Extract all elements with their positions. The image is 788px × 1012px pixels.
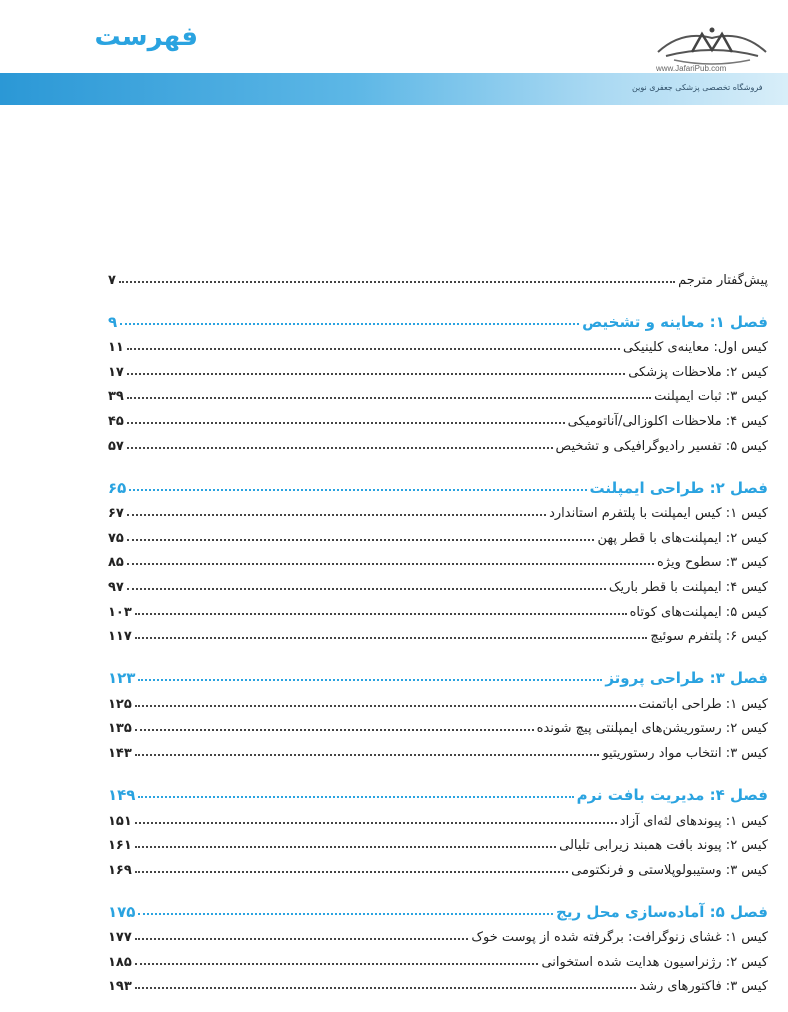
toc-entry-title: کیس ۵: تفسیر رادیوگرافیکی و تشخیص <box>555 438 768 454</box>
chapter-title: فصل ۱: معاینه و تشخیص <box>582 312 768 331</box>
page-header <box>0 0 788 110</box>
dot-leader <box>127 422 565 424</box>
toc-row <box>108 829 768 854</box>
toc-row <box>108 429 768 454</box>
toc-entry-title: پیش‌گفتار مترجم <box>678 272 768 288</box>
toc-chapter-1 <box>108 304 768 331</box>
toc-row <box>108 712 768 737</box>
toc-row <box>108 380 768 405</box>
toc-page-number: ۴۵ <box>108 413 124 429</box>
toc-row <box>108 570 768 595</box>
toc-page-number: ۱۹۳ <box>108 979 132 995</box>
toc-row <box>108 687 768 712</box>
toc-page-number: ۱۳۵ <box>108 721 132 737</box>
dot-leader <box>127 397 651 399</box>
dot-leader <box>135 754 600 756</box>
toc-page-number: ۱۱ <box>108 340 124 356</box>
toc-entry-title: کیس ۴: ایمپلنت با قطر باریک <box>608 579 768 595</box>
toc-entry-title: کیس ۳: وستیبولوپلاستی و فرنکتومی <box>571 862 768 878</box>
toc-page-number: ۱۰۳ <box>108 604 132 620</box>
dot-leader <box>135 705 636 707</box>
dot-leader <box>135 637 648 639</box>
toc-entry-title: کیس ۳: انتخاب مواد رستوریتیو <box>602 745 768 761</box>
toc-row <box>108 331 768 356</box>
dot-leader <box>127 373 625 375</box>
toc-page-number: ۹۷ <box>108 579 124 595</box>
toc-chapter-3 <box>108 660 768 687</box>
toc-row-preface <box>108 263 768 288</box>
toc-page-number: ۷ <box>108 272 116 288</box>
toc-row <box>108 521 768 546</box>
site-url: www.JafariPub.com <box>656 64 727 73</box>
dot-leader <box>135 987 636 989</box>
chapter-title: فصل ۲: طراحی ایمپلنت <box>589 478 768 497</box>
toc-page-number: ۱۸۵ <box>108 954 132 970</box>
dot-leader <box>127 514 546 516</box>
dot-leader <box>127 539 595 541</box>
toc-entry-title: کیس ۱: غشای زنوگرافت: برگرفته شده از پوست خوک <box>471 930 768 946</box>
toc-row <box>108 804 768 829</box>
dot-leader <box>127 348 620 350</box>
toc-row <box>108 736 768 761</box>
toc-entry-title: کیس ۲: پیوند بافت همبند زیرابی تلیالی <box>559 838 768 854</box>
chapter-page-number: ۱۲۳ <box>108 669 136 688</box>
store-name: فروشگاه تخصصی پزشکی جعفری نوین <box>632 83 763 92</box>
toc-entry-title: کیس ۱: کیس ایمپلنت با پلتفرم استاندارد <box>549 506 768 522</box>
toc-row <box>108 497 768 522</box>
toc-entry-title: کیس ۲: رستوریشن‌های ایمپلنتی پیچ شونده <box>536 721 768 737</box>
toc-page-number: ۱۷۷ <box>108 930 132 946</box>
toc-row <box>108 970 768 995</box>
toc-page-number: ۱۲۵ <box>108 696 132 712</box>
dot-leader <box>135 938 469 940</box>
toc-entry-title: کیس ۱: طراحی اباتمنت <box>638 696 768 712</box>
chapter-page-number: ۱۷۵ <box>108 902 136 921</box>
dot-leader <box>135 846 556 848</box>
table-of-contents <box>108 263 768 994</box>
dot-leader <box>129 489 586 491</box>
toc-page-number: ۵۷ <box>108 438 124 454</box>
toc-entry-title: کیس ۵: ایمپلنت‌های کوتاه <box>629 604 768 620</box>
dot-leader <box>138 679 602 681</box>
dot-leader <box>127 563 654 565</box>
chapter-page-number: ۱۴۹ <box>108 785 136 804</box>
dot-leader <box>127 447 553 449</box>
toc-row <box>108 945 768 970</box>
toc-page-number: ۱۶۹ <box>108 862 132 878</box>
toc-page-number: ۱۷ <box>108 364 124 380</box>
toc-entry-title: کیس ۴: ملاحظات اکلوزالی/آناتومیکی <box>567 413 768 429</box>
chapter-title: فصل ۳: طراحی پروتز <box>605 669 768 688</box>
toc-chapter-5 <box>108 894 768 921</box>
toc-entry-title: کیس ۱: پیوندهای لثه‌ای آزاد <box>619 813 768 829</box>
toc-entry-title: کیس اول: معاینه‌ی کلینیکی <box>623 340 768 356</box>
toc-row <box>108 853 768 878</box>
toc-page-number: ۱۴۳ <box>108 745 132 761</box>
dot-leader <box>135 963 539 965</box>
dot-leader <box>119 281 675 283</box>
toc-row <box>108 921 768 946</box>
toc-row <box>108 595 768 620</box>
dot-leader <box>138 796 573 798</box>
toc-row <box>108 546 768 571</box>
publisher-logo <box>652 22 772 68</box>
toc-entry-title: کیس ۳: فاکتورهای رشد <box>639 979 768 995</box>
toc-page-number: ۸۵ <box>108 555 124 571</box>
toc-entry-title: کیس ۲: ایمپلنت‌های با قطر پهن <box>597 530 768 546</box>
dot-leader <box>127 588 606 590</box>
toc-row <box>108 620 768 645</box>
toc-row <box>108 404 768 429</box>
toc-entry-title: کیس ۳: ثبات ایمپلنت <box>654 389 768 405</box>
chapter-title: فصل ۵: آماده‌سازی محل ریج <box>556 902 768 921</box>
dot-leader <box>138 913 553 915</box>
chapter-title: فصل ۴: مدیریت بافت نرم <box>576 785 768 804</box>
toc-chapter-4 <box>108 777 768 804</box>
toc-page-number: ۷۵ <box>108 530 124 546</box>
toc-row <box>108 355 768 380</box>
toc-entry-title: کیس ۲: ملاحظات پزشکی <box>628 364 768 380</box>
toc-entry-title: کیس ۶: پلتفرم سوئیچ <box>650 629 768 645</box>
toc-page-number: ۱۵۱ <box>108 813 132 829</box>
toc-page-number: ۱۱۷ <box>108 629 132 645</box>
dot-leader <box>135 822 617 824</box>
chapter-page-number: ۹ <box>108 312 118 331</box>
toc-chapter-2 <box>108 470 768 497</box>
toc-page-number: ۱۶۱ <box>108 838 132 854</box>
toc-entry-title: کیس ۳: سطوح ویژه <box>656 555 768 571</box>
chapter-page-number: ۶۵ <box>108 478 127 497</box>
dot-leader <box>135 613 627 615</box>
toc-page-number: ۳۹ <box>108 389 124 405</box>
toc-page-number: ۶۷ <box>108 506 124 522</box>
dot-leader <box>120 323 579 325</box>
page-title: فهرست <box>94 22 198 52</box>
toc-entry-title: کیس ۲: رژنراسیون هدایت شده استخوانی <box>541 954 768 970</box>
dot-leader <box>135 871 568 873</box>
dot-leader <box>135 729 534 731</box>
